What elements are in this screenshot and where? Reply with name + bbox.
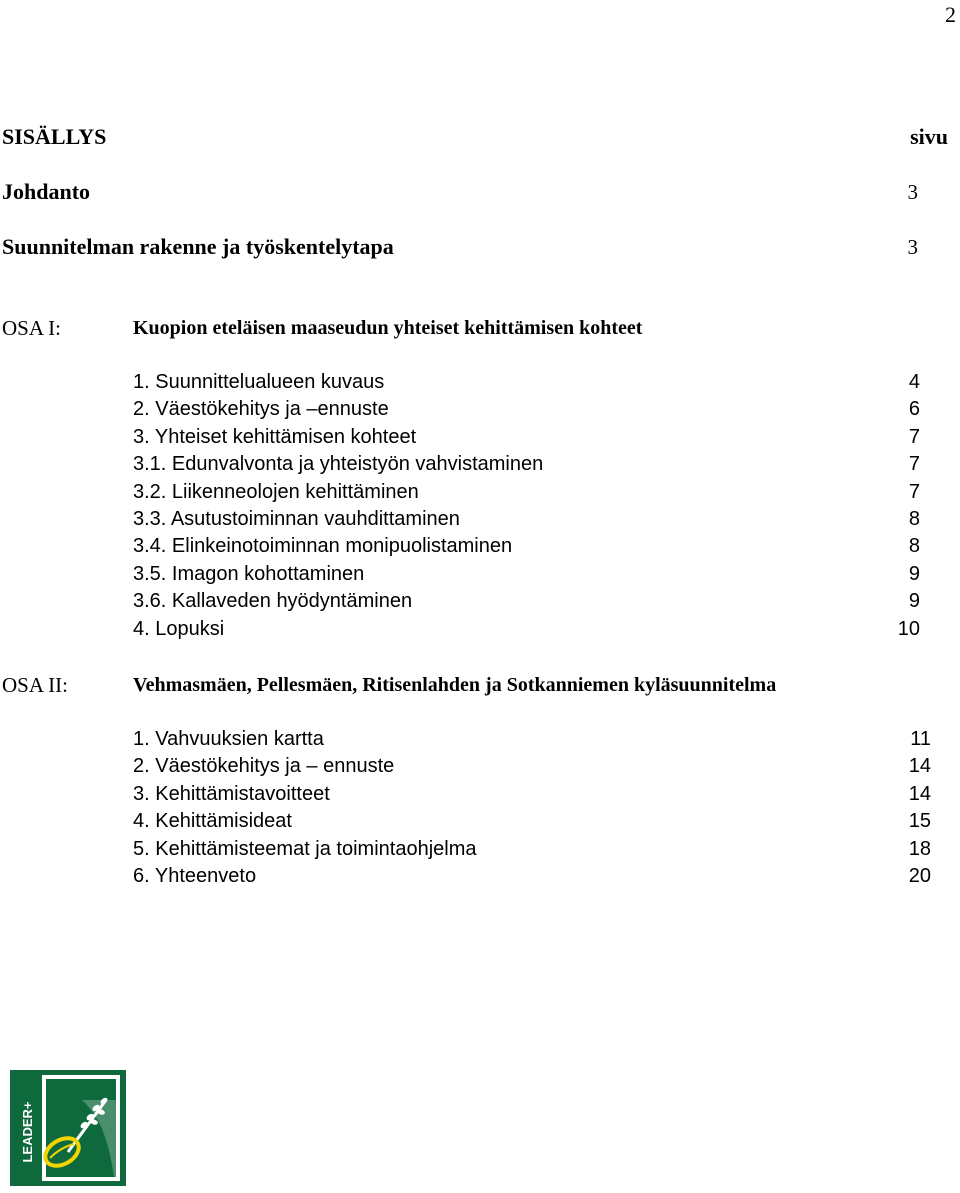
part2-entry-page: 11	[910, 728, 931, 750]
part1-entry-label: 2. Väestökehitys ja –ennuste	[133, 398, 389, 421]
leader-plus-logo-text: LEADER+	[20, 1101, 35, 1163]
part2-entry-page: 20	[908, 865, 931, 887]
toc-title: SISÄLLYS	[2, 124, 107, 149]
toc-page-header: sivu	[910, 124, 948, 149]
toc-entry-johdanto: Johdanto	[2, 179, 91, 204]
toc-entry-page: 3	[907, 235, 918, 259]
part1-entry-page: 7	[908, 453, 920, 476]
part1-entry-page: 10	[897, 617, 920, 640]
part2-label: OSA II:	[2, 673, 68, 697]
part2-entry-label: 4. Kehittämisideat	[133, 810, 292, 833]
part2-entry-label: 5. Kehittämisteemat ja toimintaohjelma	[133, 837, 477, 860]
part1-entry-page: 6	[908, 398, 920, 421]
leader-plus-logo	[10, 1070, 126, 1186]
part1-title: Kuopion eteläisen maaseudun yhteiset kehittämisen kohteet	[133, 317, 643, 339]
part2-entry-label: 6. Yhteenveto	[133, 865, 257, 887]
toc-entry-rakenne: Suunnitelman rakenne ja työskentelytapa	[2, 234, 394, 259]
part1-entry-label: 3. Yhteiset kehittämisen kohteet	[133, 425, 417, 448]
part1-entry-label: 3.3. Asutustoiminnan vauhdittaminen	[133, 508, 460, 530]
part1-entry-label: 3.5. Imagon kohottaminen	[133, 562, 365, 585]
part2-entry-page: 18	[908, 837, 931, 860]
part1-entry-page: 9	[908, 562, 920, 585]
part2-entry-page: 14	[908, 782, 931, 805]
part1-entry-page: 4	[908, 371, 920, 393]
part2-entry-page: 15	[908, 810, 931, 833]
part1-entry-page: 8	[908, 508, 920, 530]
part1-entry-label: 3.1. Edunvalvonta ja yhteistyön vahvistaminen	[133, 453, 544, 476]
part1-entry-label: 3.2. Liikenneolojen kehittäminen	[133, 480, 419, 503]
page-number: 2	[945, 2, 956, 27]
part1-entry-label: 3.4. Elinkeinotoiminnan monipuolistaminen	[133, 535, 513, 558]
part1-entry-page: 7	[908, 425, 920, 448]
part1-entry-label: 4. Lopuksi	[133, 617, 225, 640]
part1-entry-label: 1. Suunnittelualueen kuvaus	[133, 371, 385, 393]
part2-entry-label: 1. Vahvuuksien kartta	[133, 728, 324, 750]
part1-entry-page: 7	[908, 480, 920, 503]
part2-entry-page: 14	[908, 755, 931, 778]
part1-entry-label: 3.6. Kallaveden hyödyntäminen	[133, 590, 413, 613]
leader-plus-logo-graphic	[10, 1070, 126, 1186]
part2-title: Vehmasmäen, Pellesmäen, Ritisenlahden ja Sotkanniemen kyläsuunnitelma	[133, 674, 777, 696]
part1-label: OSA I:	[2, 316, 61, 340]
part2-entry-label: 2. Väestökehitys ja – ennuste	[133, 755, 395, 778]
part1-entry-page: 9	[908, 590, 920, 613]
part2-entry-label: 3. Kehittämistavoitteet	[133, 782, 330, 805]
part1-entry-page: 8	[908, 535, 920, 558]
toc-entry-page: 3	[907, 180, 918, 204]
